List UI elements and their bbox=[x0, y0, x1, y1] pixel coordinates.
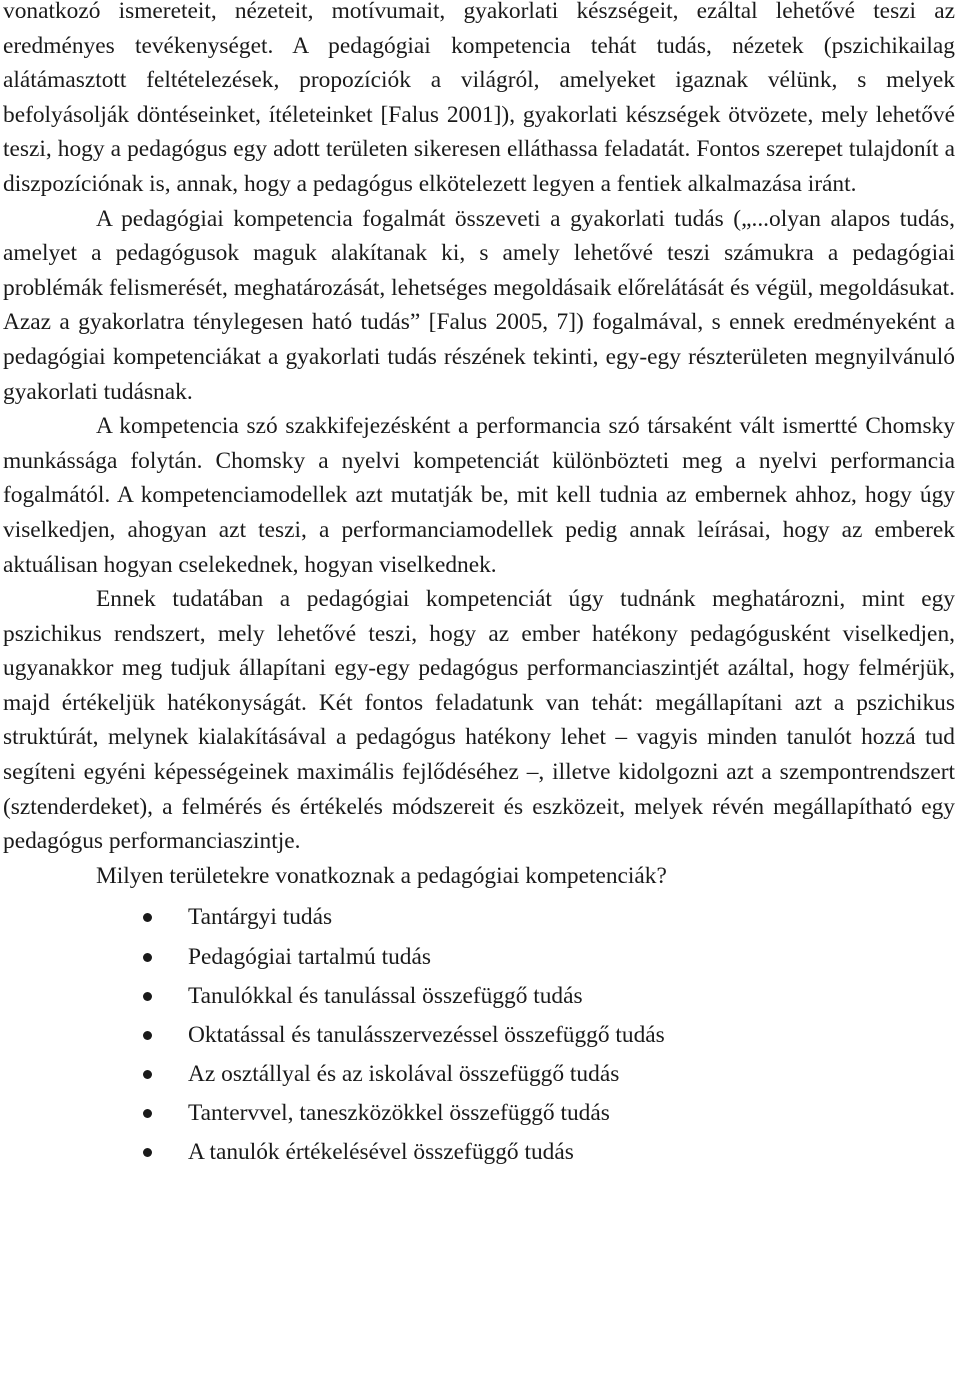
paragraph-5-question: Milyen területekre vonatkoznak a pedagógiai kompetenciák? bbox=[96, 862, 667, 889]
bullet-icon bbox=[143, 1031, 152, 1040]
bullet-icon bbox=[143, 1109, 152, 1118]
list-item-label: Pedagógiai tartalmú tudás bbox=[188, 943, 431, 970]
list-item bbox=[3, 1016, 955, 1055]
list-item-label: Oktatással és tanulásszervezéssel összefüggő tudás bbox=[188, 1021, 665, 1048]
paragraph-1: vonatkozó ismereteit, nézeteit, motívumait, gyakorlati készségeit, ezáltal lehetővé teszi az eredményes tevékenységet. A pedagógiai kompetencia tehát tudás, nézetek (pszichikailag alátámasztott feltételezések, propozíciók a világról, amelyeket igaznak vélünk, s melyek befolyásolják döntéseinket, ítéleteinket [Falus 2001]), gyakorlati készségek ötvözete, mely lehetővé teszi, hogy a pedagógus egy adott területen sikeresen elláthassa feladatát. Fontos szerepet tulajdonít a diszpozíciónak is, annak, hogy a pedagógus elkötelezett legyen a fentiek alkalmazása iránt. bbox=[3, 0, 955, 197]
paragraph-4: Ennek tudatában a pedagógiai kompetenciát úgy tudnánk meghatározni, mint egy pszichikus rendszert, mely lehetővé teszi, hogy az ember hatékony pedagógusként viselkedjen, ugyanakkor meg tudjuk állapítani egy-egy pedagógus performanciaszintjét azáltal, hogy felmérjük, majd értékeljük hatékonyságát. Két fontos feladatunk van tehát: megállapítani azt a pszichikus struktúrát, melynek kialakításával a pedagógus hatékony lehet – vagyis minden tanulót hozzá tud segíteni egyéni képességeinek maximális fejlődéséhez –, illetve kidolgozni azt a szempontrendszert (sztenderdeket), a felmérés és értékelés módszereit és eszközeit, melyek révén megállapítható egy pedagógus performanciaszintje. bbox=[3, 586, 955, 855]
list-item-label: Tantárgyi tudás bbox=[188, 904, 333, 931]
list-item-label: Az osztállyal és az iskolával összefüggő tudás bbox=[188, 1060, 620, 1087]
list-item-label: A tanulók értékelésével összefüggő tudás bbox=[188, 1139, 574, 1165]
bullet-icon bbox=[143, 913, 152, 922]
list-item bbox=[3, 938, 955, 977]
list-item bbox=[3, 977, 955, 1016]
list-item-label: Tanulókkal és tanulással összefüggő tudás bbox=[188, 982, 583, 1009]
list-item bbox=[3, 1055, 955, 1094]
list-item bbox=[3, 1094, 955, 1133]
document-page bbox=[3, 0, 955, 1172]
bullet-icon bbox=[143, 953, 152, 962]
bullet-icon bbox=[143, 1148, 152, 1157]
paragraph-3: A kompetencia szó szakkifejezésként a performancia szó társaként vált ismertté Chomsky munkássága folytán. Chomsky a nyelvi kompetenciát különbözteti meg a nyelvi performancia fogalmától. A kompetenciamodellek azt mutatják be, mit kell tudnia az embernek ahhoz, hogy úgy viselkedjen, ahogyan azt teszi, a performanciamodellek pedig annak leírásai, hogy az emberek aktuálisan hogyan cselekednek, hogyan viselkednek. bbox=[3, 413, 955, 578]
list-item bbox=[3, 898, 955, 937]
list-item-label: Tantervvel, taneszközökkel összefüggő tudás bbox=[188, 1099, 610, 1126]
bullet-icon bbox=[143, 1070, 152, 1079]
paragraph-2: A pedagógiai kompetencia fogalmát összeveti a gyakorlati tudás („...olyan alapos tudás, amelyet a pedagógusok maguk alakítanak ki, s amely lehetővé teszi számukra a pedagógiai problémák felismerését, meghatározását, lehetséges megoldásaik előrelátását és végül, megoldásukat. Azaz a gyakorlatra ténylegesen ható tudás” [Falus 2005, 7]) fogalmával, s ennek eredményeként a pedagógiai kompetenciákat a gyakorlati tudás részének tekinti, egy-egy részterületen megnyilvánuló gyakorlati tudásnak. bbox=[3, 205, 955, 405]
list-item bbox=[3, 1133, 955, 1172]
bullet-icon bbox=[143, 992, 152, 1001]
bullet-list bbox=[3, 898, 955, 1172]
